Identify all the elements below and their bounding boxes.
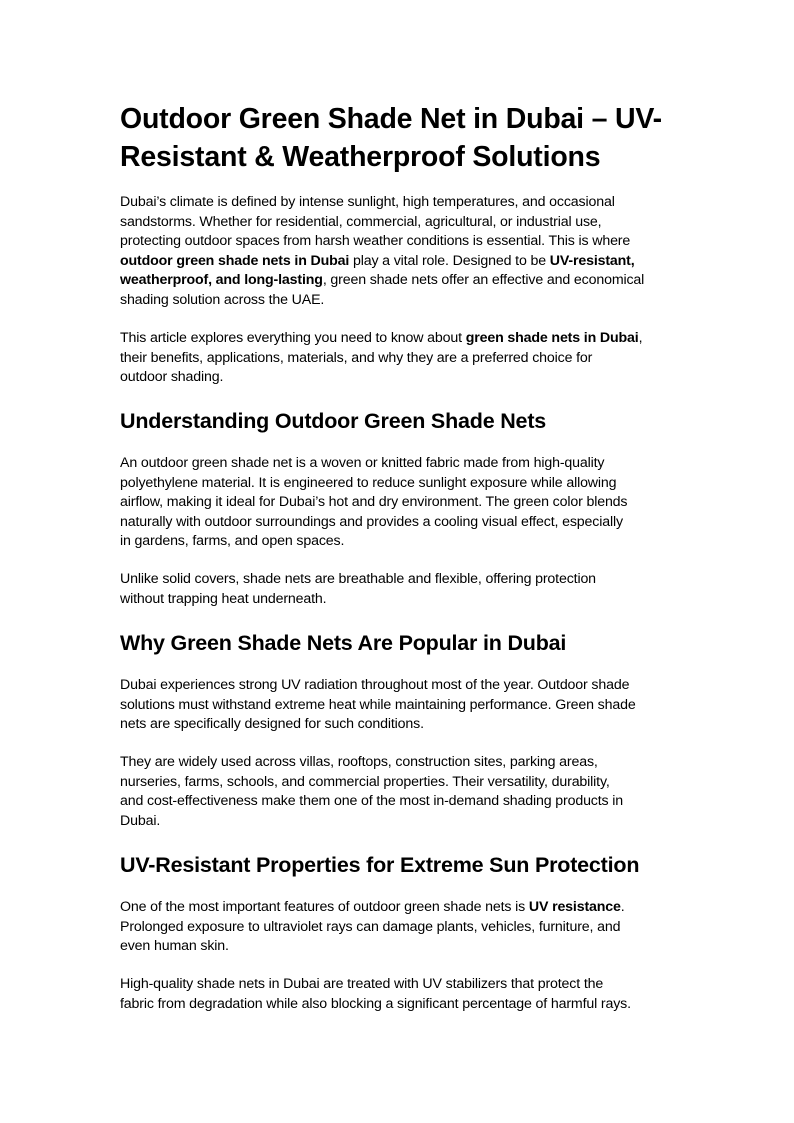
- text-line: fabric from degradation while also blocking a significant percentage of harmful rays.: [120, 995, 631, 1012]
- text-line: sandstorms. Whether for residential, commercial, agricultural, or industrial use,: [120, 213, 602, 230]
- text-line: and cost-effectiveness make them one of the most in-demand shading products in: [120, 793, 624, 809]
- text-line: without trapping heat underneath.: [120, 590, 327, 607]
- bold-phrase: outdoor green shade nets in Dubai: [120, 252, 350, 269]
- text-line: [120, 271, 680, 291]
- bold-phrase: weatherproof, and long-lasting: [120, 272, 323, 288]
- text-line: their benefits, applications, materials, and why they are a preferred choice for: [120, 349, 593, 366]
- section2-paragraph-1: [120, 676, 680, 735]
- text-fragment: This article explores everything you need to know about: [120, 330, 466, 346]
- text-line: High-quality shade nets in Dubai are treated with UV stabilizers that protect the: [120, 976, 604, 992]
- section1-paragraph-1: [120, 454, 680, 552]
- bold-phrase: green shade nets in Dubai: [465, 330, 639, 346]
- section3-paragraph-2: [120, 975, 680, 1014]
- text-fragment: .: [620, 899, 625, 915]
- text-line: Unlike solid covers, shade nets are breathable and flexible, offering protection: [120, 571, 596, 587]
- text-line: airflow, making it ideal for Dubai’s hot and dry environment. The green color blends: [120, 494, 628, 510]
- text-line: [120, 252, 680, 272]
- section-heading-understanding: Understanding Outdoor Green Shade Nets: [120, 409, 547, 433]
- text-line: Dubai.: [120, 812, 161, 829]
- text-fragment: play a vital role. Designed to be: [349, 252, 550, 269]
- text-line: They are widely used across villas, rooftops, construction sites, parking areas,: [120, 754, 598, 770]
- text-fragment: ,: [638, 330, 643, 346]
- text-line: nets are specifically designed for such conditions.: [120, 716, 424, 732]
- text-line: naturally with outdoor surroundings and provides a cooling visual effect, especially: [120, 513, 623, 530]
- intro-paragraph-1: [120, 193, 680, 310]
- bold-phrase: UV-resistant,: [549, 252, 635, 269]
- intro-paragraph-2: [120, 329, 680, 388]
- text-line: outdoor shading.: [120, 369, 224, 385]
- section3-paragraph-1: [120, 898, 680, 957]
- text-fragment: , green shade nets offer an effective and economical: [322, 272, 645, 288]
- section-heading-uv-resistant: UV-Resistant Properties for Extreme Sun Protection: [120, 853, 640, 877]
- text-line: polyethylene material. It is engineered to reduce sunlight exposure while allowing: [120, 474, 617, 491]
- text-line: [120, 898, 680, 918]
- text-line: shading solution across the UAE.: [120, 291, 325, 308]
- section2-paragraph-2: [120, 753, 680, 831]
- section1-paragraph-2: [120, 570, 680, 609]
- text-line: solutions must withstand extreme heat while maintaining performance. Green shade: [120, 696, 636, 713]
- text-line: nurseries, farms, schools, and commercial properties. Their versatility, durability,: [120, 773, 610, 790]
- text-line: Prolonged exposure to ultraviolet rays can damage plants, vehicles, furniture, and: [120, 918, 621, 935]
- section-heading-popular: Why Green Shade Nets Are Popular in Dubai: [120, 631, 567, 655]
- text-fragment: One of the most important features of outdoor green shade nets is: [120, 899, 529, 915]
- text-line: Dubai experiences strong UV radiation throughout most of the year. Outdoor shade: [120, 677, 630, 693]
- text-line: even human skin.: [120, 938, 229, 954]
- text-line: An outdoor green shade net is a woven or knitted fabric made from high-quality: [120, 455, 605, 471]
- text-line: Dubai’s climate is defined by intense sunlight, high temperatures, and occasional: [120, 194, 615, 210]
- page-title: Outdoor Green Shade Net in Dubai – UV-Resistant & Weatherproof Solutions: [120, 103, 662, 173]
- text-line: in gardens, farms, and open spaces.: [120, 533, 345, 549]
- text-line: [120, 329, 680, 349]
- text-line: protecting outdoor spaces from harsh weather conditions is essential. This is where: [120, 233, 631, 249]
- bold-phrase: UV resistance: [528, 899, 621, 915]
